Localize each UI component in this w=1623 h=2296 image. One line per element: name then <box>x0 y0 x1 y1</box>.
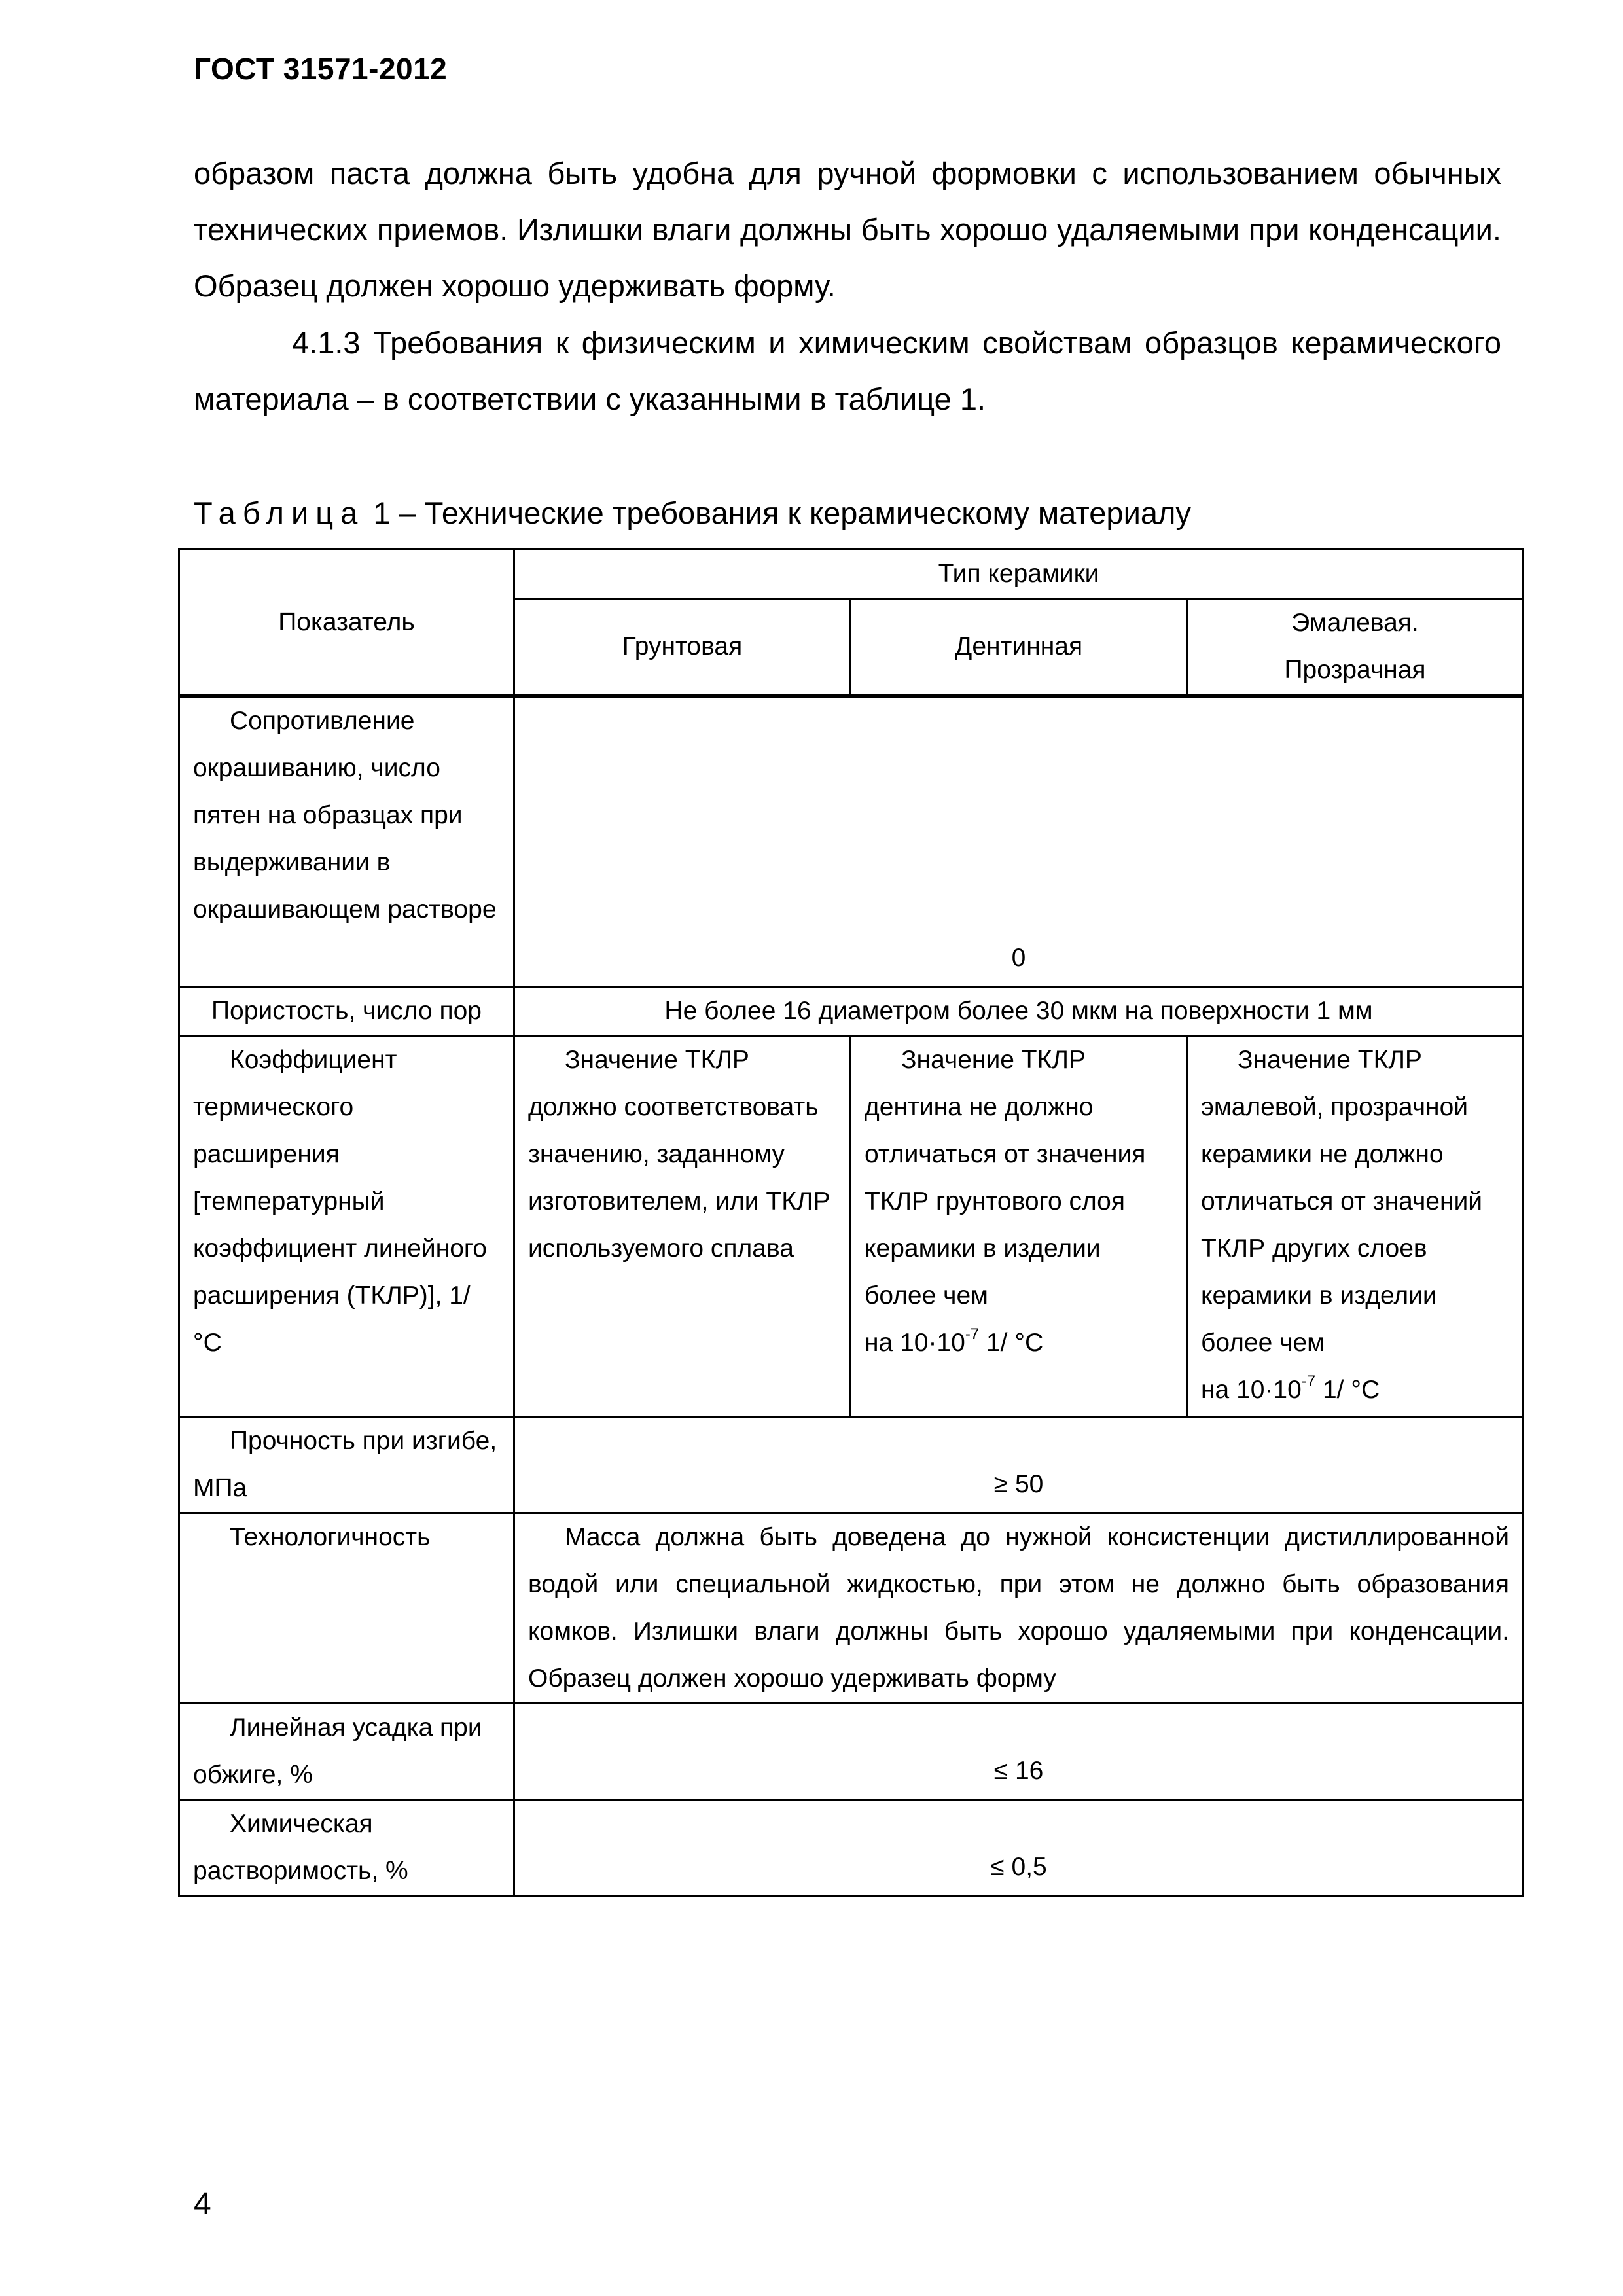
row-name-porosity: Пористость, число пор <box>179 986 514 1035</box>
caption-dash: – <box>399 495 416 530</box>
tclr-enamel-limit: на $10\cdot 10^{-7}$ 1/ °С <box>1201 1372 1380 1404</box>
tclr-dentin-limit: на $10\cdot 10^{-7}$ 1/ °С <box>865 1325 1044 1357</box>
tclr-dentin-text: Значение ТКЛР дентина не должно отличаться от значения ТКЛР грунтового слоя керамики в изделии более чем <box>865 1045 1146 1310</box>
row-value-chemical-solubility: ≤ 0,5 <box>514 1799 1524 1895</box>
header-ceramic-type: Тип керамики <box>514 550 1524 599</box>
row-name-linear-shrinkage: Линейная усадка при обжиге, % <box>179 1703 514 1799</box>
requirements-table <box>178 548 1524 1897</box>
table-row <box>179 1035 1524 1416</box>
header-indicator: Показатель <box>179 550 514 696</box>
row-value-porosity: Не более 16 диаметром более 30 мкм на поверхности 1 мм <box>514 986 1524 1035</box>
header-col-enamel-line2: Прозрачная <box>1284 656 1426 684</box>
table-row <box>179 696 1524 986</box>
table-row <box>179 986 1524 1035</box>
table-row <box>179 1799 1524 1895</box>
row-value-tclr-enamel <box>1187 1035 1524 1416</box>
page-number: 4 <box>194 2187 211 2221</box>
header-col-ground: Грунтовая <box>514 599 851 696</box>
caption-label: Таблица <box>194 495 365 530</box>
row-name-flexural-strength: Прочность при изгибе, МПа <box>179 1416 514 1513</box>
row-value-linear-shrinkage: ≤ 16 <box>514 1703 1524 1799</box>
table-row <box>179 1513 1524 1703</box>
header-col-dentin: Дентинная <box>851 599 1187 696</box>
table-caption <box>194 487 1191 539</box>
row-value-stain-resistance: 0 <box>514 696 1524 986</box>
caption-title: Технические требования к керамическому материалу <box>424 495 1191 530</box>
paragraph-continuation: образом паста должна быть удобна для ручной формовки с использованием обычных технических приемов. Излишки влаги должны быть хорошо удаляемыми при конденсации. Образец должен хорошо удерживать форму. <box>194 156 1501 303</box>
header-col-enamel-line1: Эмалевая. <box>1291 609 1419 637</box>
table-row <box>179 1703 1524 1799</box>
caption-number: 1 <box>373 495 391 530</box>
table-row <box>179 1416 1524 1513</box>
row-value-tclr-ground: Значение ТКЛР должно соответствовать значению, заданному изготовителем, или ТКЛР используемого сплава <box>514 1035 851 1416</box>
row-name-thermal-expansion: Коэффициент термического расширения [температурный коэффициент линейного расширения (ТКЛР)], 1/ °С <box>179 1035 514 1416</box>
row-name-stain-resistance: Сопротивление окрашиванию, число пятен на образцах при выдерживании в окрашивающем растворе <box>179 696 514 986</box>
tclr-enamel-text: Значение ТКЛР эмалевой, прозрачной керамики не должно отличаться от значений ТКЛР других слоев керамики в изделии более чем <box>1201 1045 1483 1357</box>
table-header-row-1 <box>179 550 1524 599</box>
document-code: ГОСТ 31571-2012 <box>194 52 448 86</box>
row-name-processability: Технологичность <box>179 1513 514 1703</box>
paragraph-4-1-3: 4.1.3 Требования к физическим и химическим свойствам образцов керамического материала – в соответствии с указанными в таблице 1. <box>194 325 1501 416</box>
row-value-flexural-strength: ≥ 50 <box>514 1416 1524 1513</box>
row-value-processability: Масса должна быть доведена до нужной консистенции дистиллированной водой или специальной жидкостью, при этом не должно быть образования комков. Излишки влаги должны быть хорошо удаляемыми при конденсации. Образец должен хорошо удерживать форму <box>514 1513 1524 1703</box>
row-value-tclr-dentin <box>851 1035 1187 1416</box>
row-name-chemical-solubility: Химическая растворимость, % <box>179 1799 514 1895</box>
header-col-enamel <box>1187 599 1524 696</box>
